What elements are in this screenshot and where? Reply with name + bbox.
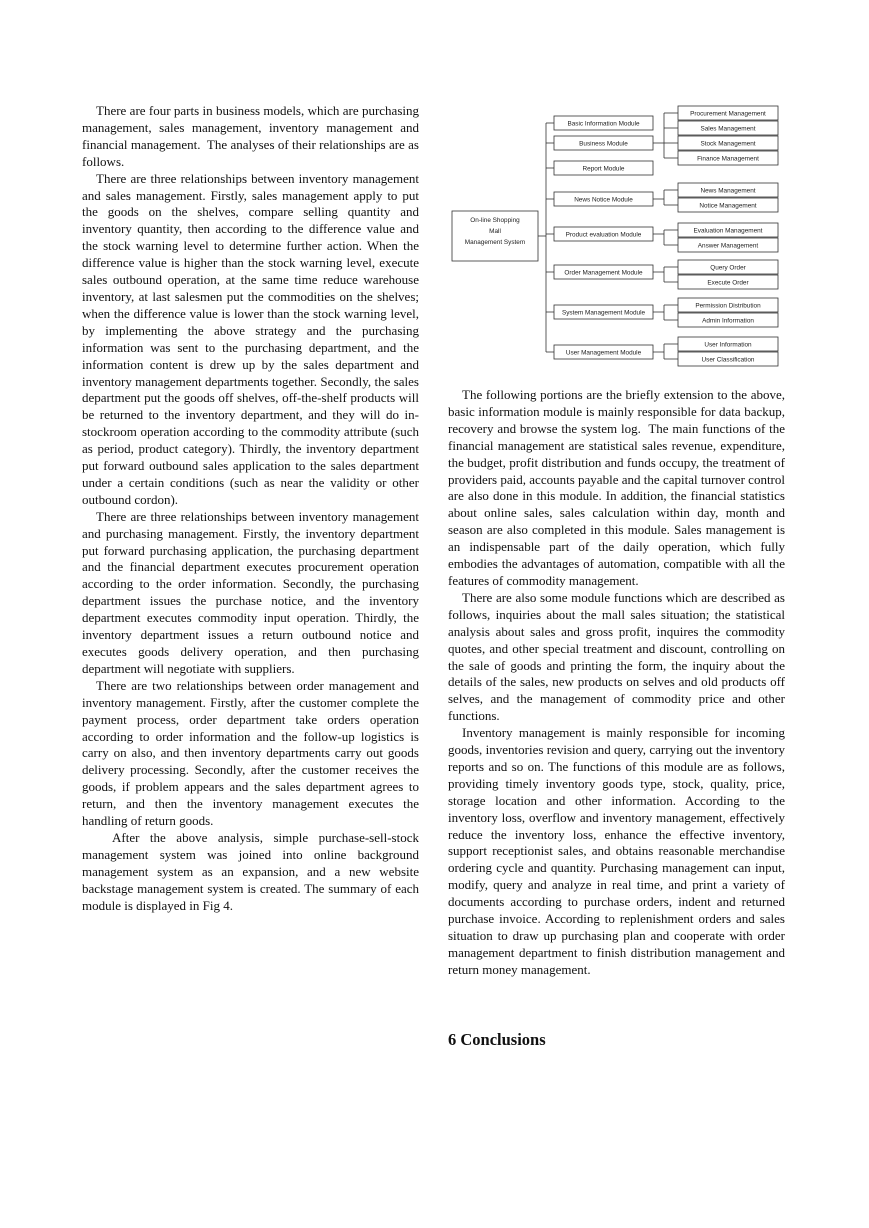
submodule-label: Admin Information [702,317,754,325]
submodule-label: Execute Order [707,279,749,287]
paragraph: There are three relationships between inventory management and sales management. Firstly, sales management apply to put the goods on the shelves, compare selling quantity and inventory quantity, then according to the difference value and the stock warning level to determine further action. When the difference value is higher than the stock warning level, execute sales outbound operation, at the same time reduce warehouse inventory, at last salesmen put the commodities on the shelves; when the difference value is lower than the stock warning level, by implementing the above strategy and the purchasing information was sent to the purchasing department, and the information content is drew up by the sales department and inventory management departments together. Secondly, the sales department put the goods off shelves, off-the-shelf products will be returned to the inventory department, and they will do in-stockroom operation according to the commodity attribute (such as period, product category). Thirdly, the inventory department put forward outbound sales application to the sales department under a certain conditions (such as near the validity or other outbound cordon). [82,170,419,507]
submodule-label: Permission Distribution [695,302,761,310]
submodule-label: User Information [704,341,752,349]
paragraph: There are two relationships between order management and inventory management. Firstly, after the customer complete the payment process, order department take orders operation according to order information and the follow-up logistics is carry on also, and then inventory departments carry out goods delivery processing. Secondly, after the customer receives the goods, if problem appears and the sales department agrees to return, and then the inventory management executes the handling of return goods. [82,677,419,829]
paragraph: The following portions are the briefly extension to the above, basic information module is mainly responsible for data backup, recovery and browse the system log. The main functions of the financial management are statistical sales revenue, expenditure, the budget, profit distribution and funds occupy, the treatment of providers paid, accounts payable and the capital turnover control are also done in this module. In addition, the financial statistics about online sales, sales calculation within day, month and season are also completed in this module. Sales management is an indispensable part of the daily operation, which fully embodies the advantages of automation, compatible with all the features of commodity management. [448,387,785,588]
paragraph: Inventory management is mainly responsible for incoming goods, inventories revision and query, carrying out the inventory reports and so on. The functions of this module are as follows, providing timely inventory goods type, stock, quality, price, storage location and other information. According to the inventory loss, overflow and inventory management, effectively reduce the inventory loss, enhance the effective inventory, support receptionist sales, and obtains reasonable merchandise ordering cycle and quantity. Purchasing management can input, modify, query and analyze in real time, and print a variety of documents according to purchase orders, indent and returned purchase invoice. According to replenishment orders and sales situation to draw up purchasing plan and cooperate with order management department to finish distribution management and return money management. [448,725,785,977]
module-label: Basic Information Module [567,120,640,128]
module-label: Business Module [579,140,628,148]
module-diagram [448,100,788,370]
diagram-svg [448,100,788,370]
module-label: System Management Module [561,309,646,317]
paragraph: After the above analysis, simple purchase-sell-stock management system was joined into online background management system as an expansion, and a new website backstage management system is created. The summary of each module is displayed in Fig 4. [82,829,419,913]
root-node [452,211,538,261]
module-label: Order Management Module [564,269,643,277]
submodule-label: Stock Management [700,140,756,148]
module-label: User Management Module [565,349,642,357]
root-label-line: Mall [489,228,501,235]
submodule-label: Answer Management [697,242,759,250]
submodule-label: Finance Management [697,155,759,163]
right-column [448,387,785,979]
module-label: News Notice Module [574,196,633,204]
submodule-label: Notice Management [699,202,757,210]
module-label: Report Module [582,165,625,173]
root-label-line: On-line Shopping [470,217,520,224]
section-heading: 6 Conclusions [448,1030,546,1049]
module-label: Product evaluation Module [565,231,642,239]
paragraph: There are four parts in business models, which are purchasing management, sales management, inventory management and financial management. The analyses of their relationships are as follows. [82,103,419,169]
paragraph: There are also some module functions which are described as follows, inquiries about the mall sales situation; the statistical analysis about sales and gross profit, inquires the commodity quotes, and other special treatment and discount, controlling on the sale of goods and printing the form, the inquiry about the details of the sales, new products on selves and old products off selves, and the management of commodity price and other functions. [448,589,785,724]
submodule-label: Evaluation Management [693,227,763,235]
left-column [82,103,419,915]
submodule-label: Sales Management [700,125,756,133]
paragraph: There are three relationships between inventory management and purchasing management. Firstly, the inventory department put forward purchasing application, the purchasing department and the financial department executes procurement operation according to the order information. Secondly, the purchasing department issues the purchase notice, and the inventory department executes commodity input operation. Thirdly, the inventory department issues a return outbound notice and executes goods delivery operation, and then purchasing department will negotiate with suppliers. [82,508,419,676]
submodule-label: User Classification [701,356,755,364]
root-label-line: Management System [464,239,526,246]
submodule-label: Procurement Management [690,110,766,118]
submodule-label: News Management [700,187,756,195]
submodule-label: Query Order [710,264,746,272]
